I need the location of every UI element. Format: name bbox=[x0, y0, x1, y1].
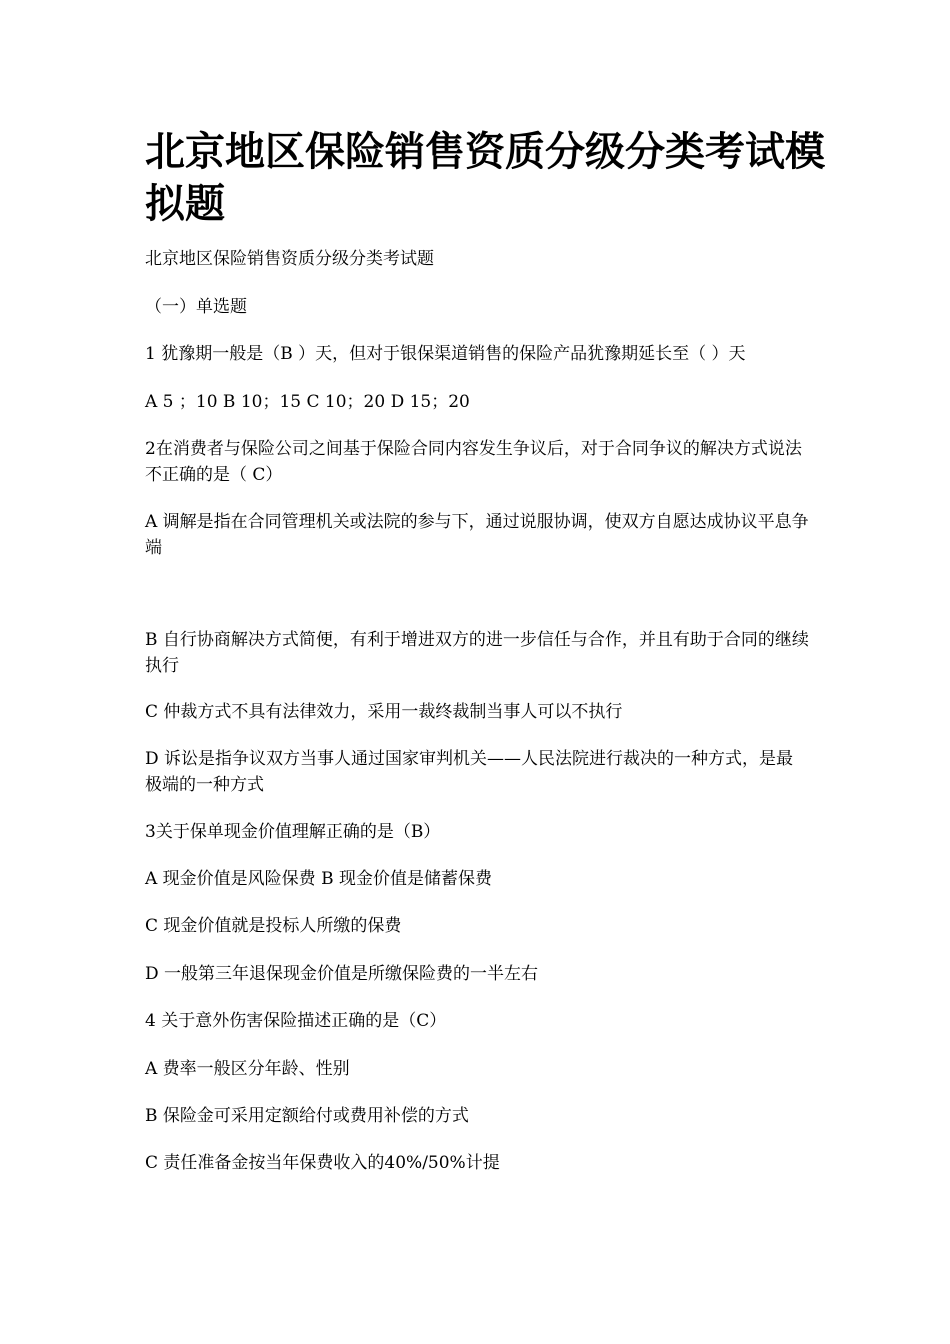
document-title: 北京地区保险销售资质分级分类考试模拟题 bbox=[145, 129, 825, 227]
question-4-option-a: A 费率一般区分年龄、性别 bbox=[145, 1059, 350, 1079]
question-2-option-c: C 仲裁方式不具有法律效力，采用一裁终裁制当事人可以不执行 bbox=[145, 702, 623, 722]
question-1-options: A 5 ；10 B 10；15 C 10；20 D 15；20 bbox=[145, 392, 470, 412]
question-3-options-ab: A 现金价值是风险保费 B 现金价值是储蓄保费 bbox=[145, 869, 492, 889]
question-2-option-b: B 自行协商解决方式简便，有利于增进双方的进一步信任与合作，并且有助于合同的继续执行 bbox=[145, 630, 809, 676]
paragraph-section-heading: （一）单选题 bbox=[145, 297, 247, 317]
question-4: 4 关于意外伤害保险描述正确的是（C） bbox=[145, 1011, 447, 1031]
question-4-option-b: B 保险金可采用定额给付或费用补偿的方式 bbox=[145, 1106, 469, 1126]
question-4-option-c: C 责任准备金按当年保费收入的40%/50%计提 bbox=[145, 1153, 500, 1173]
question-2: 2在消费者与保险公司之间基于保险合同内容发生争议后，对于合同争议的解决方式说法不正确的是（ C） bbox=[145, 439, 802, 485]
question-3-option-d: D 一般第三年退保现金价值是所缴保险费的一半左右 bbox=[145, 964, 539, 984]
question-2-option-a: A 调解是指在合同管理机关或法院的参与下，通过说服协调，使双方自愿达成协议平息争端 bbox=[145, 512, 809, 558]
question-3: 3关于保单现金价值理解正确的是（B） bbox=[145, 822, 441, 842]
question-3-option-c: C 现金价值就是投标人所缴的保费 bbox=[145, 916, 402, 936]
question-2-option-d: D 诉讼是指争议双方当事人通过国家审判机关——人民法院进行裁决的一种方式，是最极端的一种方式 bbox=[145, 749, 794, 795]
question-1: 1 犹豫期一般是（B ）天，但对于银保渠道销售的保险产品犹豫期延长至（ ）天 bbox=[145, 344, 746, 364]
paragraph-subtitle: 北京地区保险销售资质分级分类考试题 bbox=[145, 249, 434, 269]
